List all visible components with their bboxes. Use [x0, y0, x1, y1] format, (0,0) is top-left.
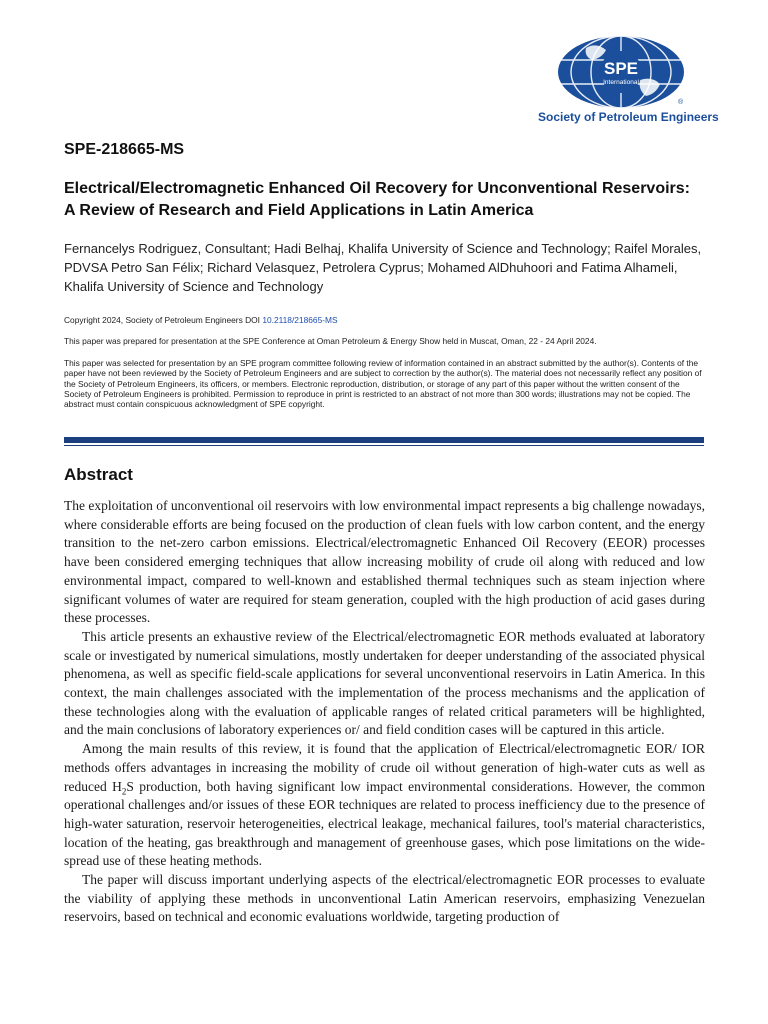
abstract-paragraph-3-part-b: S production, both having significant low impact environmental considerations. However, the common operational challenges and/or issues of these EOR techniques are related to process inefficiency due to the presence of high-water saturation, reservoir heterogeneities, electrical leakage, mechanical failures, tool's material characteristics, location of the heating, gas breakthrough and management of greenhouse gases, which pose limitations on the wide-spread use of these heating methods.	[64, 778, 705, 869]
abstract-paragraph-1: The exploitation of unconventional oil reservoirs with low environmental impact represents a big challenge nowadays, where considerable efforts are being focused on the production of clean fuels with low carbon content, and the energy transition to the net-zero carbon emissions. Electrical/electromagnetic Enhanced Oil Recovery (EEOR) processes have been considered emerging techniques that allow increasing mobility of crude oil along with reduced and low environmental impact, compared to well-known and established thermal techniques such as steam injection where significant volumes of water are required for steam generation, coupled with the high production of acid gases during these processes.	[64, 498, 705, 626]
h2s-subscript: 2	[121, 786, 127, 797]
abstract-paragraph-2: This article presents an exhaustive review of the Electrical/electromagnetic EOR methods evaluated at laboratory scale or investigated by numerical simulations, mostly undertaken for deeper understanding of the associated physical phenomena, as well as specific field-scale applications for several unconventional reservoirs in Latin America. In this context, the main challenges associated with the implementation of the process mechanisms and the application of these technologies along with the evaluation of applicable ranges of related critical parameters will be highlighted, and the main conclusions of laboratory experiences or/ and field condition cases will be captured in this article.	[64, 628, 705, 738]
author-list: Fernancelys Rodriguez, Consultant; Hadi Belhaj, Khalifa University of Science and Technology; Raifel Morales, PDVSA Petro San Félix; Richard Velasquez, Petrolera Cyprus; Mohamed AlDhuhoori and Fatima Alhameli, Khalifa University of Science and Technology	[64, 241, 702, 294]
copyright-line	[64, 315, 704, 325]
abstract-heading: Abstract	[64, 465, 133, 484]
header-divider	[64, 437, 704, 448]
logo-caption: Society of Petroleum Engineers	[538, 110, 719, 124]
abstract-body	[64, 497, 705, 927]
review-notice: This paper was selected for presentation by an SPE program committee following review of information contained in an abstract submitted by the author(s). Contents of the paper have not been reviewed by the Society of Petroleum Engineers and are subject to correction by the author(s). The material does not necessarily reflect any position of the Society of Petroleum Engineers, its officers, or members. Electronic reproduction, distribution, or storage of any part of this paper without the written consent of the Society of Petroleum Engineers is prohibited. Permission to reproduce in print is restricted to an abstract of not more than 300 words; illustrations may not be copied. The abstract must contain conspicuous acknowledgment of SPE copyright.	[64, 358, 702, 410]
copyright-text: Copyright 2024, Society of Petroleum Engineers DOI	[64, 315, 260, 325]
doi-link[interactable]: 10.2118/218665-MS	[262, 315, 338, 325]
abstract-paragraph-3-part-a: Among the main results of this review, it is found that the application of Electrical/electromagnetic EOR/ IOR methods offers advantages in increasing the mobility of crude oil without generation of high-water cuts as well as reduced H	[64, 741, 705, 794]
registered-mark: ®	[678, 99, 684, 106]
logo-wordmark: SPE	[603, 59, 639, 78]
paper-title: Electrical/Electromagnetic Enhanced Oil Recovery for Unconventional Reservoirs: A Review of Research and Field Applications in Latin America	[64, 180, 690, 219]
abstract-paragraph-3	[64, 740, 705, 871]
paper-id: SPE-218665-MS	[64, 141, 185, 158]
spe-logo	[538, 34, 719, 126]
logo-subtitle: International	[603, 79, 639, 86]
abstract-paragraph-4: The paper will discuss important underlying aspects of the electrical/electromagnetic EOR processes to evaluate the viability of applying these methods in unconventional Latin American reservoirs, emphasizing Venezuelan reservoirs, based on technical and economic evaluations worldwide, targeting production of	[64, 872, 705, 925]
prepared-notice: This paper was prepared for presentation at the SPE Conference at Oman Petroleum & Energy Show held in Muscat, Oman, 22 - 24 April 2024.	[64, 336, 597, 346]
globe-icon	[556, 34, 686, 110]
